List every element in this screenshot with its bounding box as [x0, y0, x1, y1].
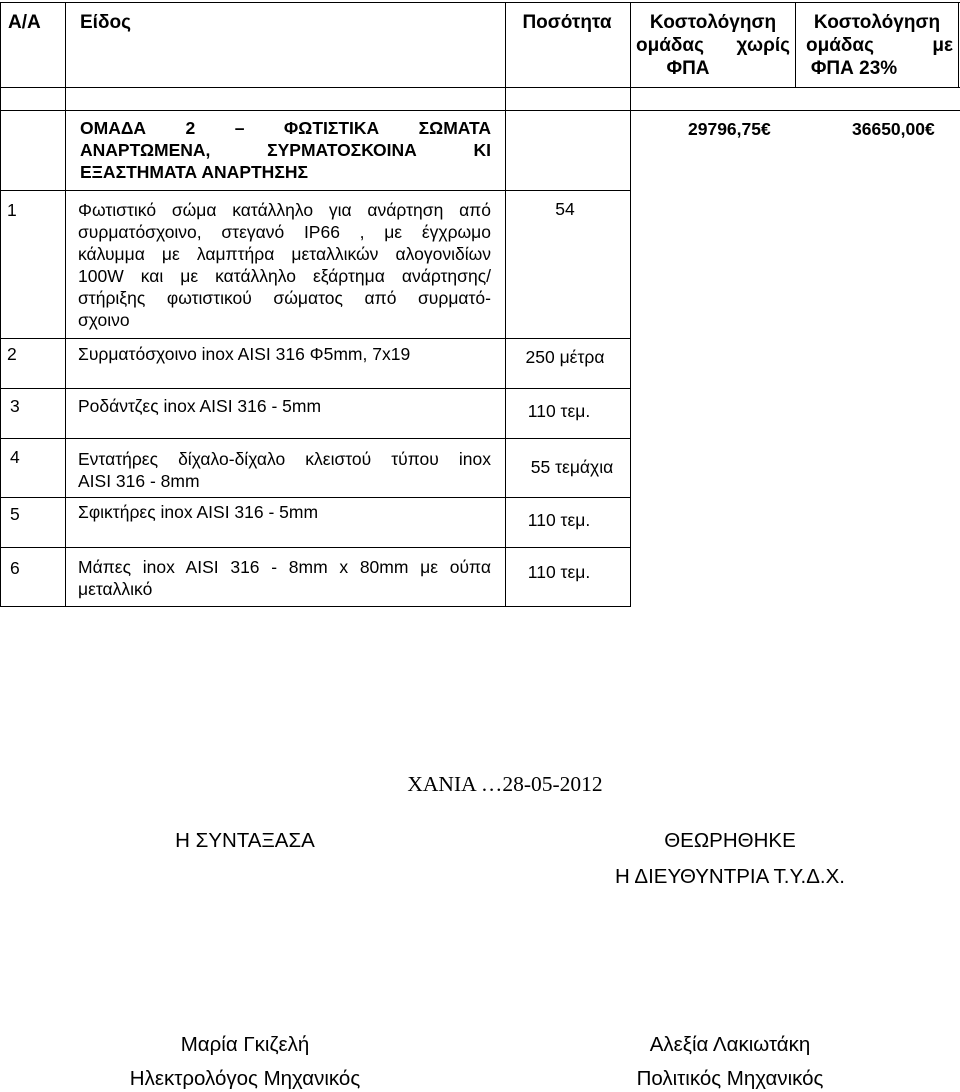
left-signatory-title: Ηλεκτρολόγος Μηχανικός [129, 1067, 361, 1090]
item-quantity: 250 μέτρα [525, 347, 605, 367]
item-quantity: 110 τεμ. [527, 510, 591, 530]
item-number: 5 [10, 504, 20, 524]
item-description: Σφικτήρες inox AISI 316 - 5mm [78, 502, 319, 522]
row-divider [0, 438, 630, 439]
item-number: 1 [7, 200, 17, 220]
group-total-no-vat: 29796,75€ [688, 119, 771, 139]
row-divider [0, 497, 630, 498]
item-description: κάλυμμα με λαμπτήρα μεταλλικών αλογονιδίων [78, 244, 491, 264]
col-divider [795, 2, 796, 88]
item-number: 6 [10, 558, 20, 578]
item-description: Συρματόσχοινο inox AISI 316 Φ5mm, 7x19 [78, 344, 411, 364]
item-quantity: 54 [555, 199, 575, 219]
item-number: 3 [10, 396, 20, 416]
table-border-left [0, 2, 1, 607]
row-divider [0, 110, 960, 111]
table-border-right [958, 2, 959, 88]
header-quantity: Ποσότητα [522, 12, 612, 33]
table-border-top [0, 2, 960, 3]
right-signatory-office: Η ΔΙΕΥΘΥΝΤΡΙΑ Τ.Υ.Δ.Χ. [615, 865, 845, 888]
item-quantity: 55 τεμάχια [530, 457, 614, 477]
item-quantity: 110 τεμ. [527, 562, 591, 582]
item-description: στήριξης φωτιστικού σώματος από συρματό- [78, 288, 491, 308]
col-divider [630, 2, 631, 607]
item-description: Μάπες inox AISI 316 - 8mm x 80mm με ούπα [78, 557, 491, 577]
right-signatory-title: Πολιτικός Μηχανικός [636, 1067, 824, 1090]
euro-icon: € [761, 119, 771, 139]
item-description: AISI 316 - 8mm [78, 471, 200, 491]
row-divider [0, 547, 630, 548]
item-number: 4 [10, 447, 20, 467]
place-date: ΧΑΝΙΑ …28-05-2012 [407, 772, 603, 796]
item-description: Φωτιστικό σώμα κατάλληλο για ανάρτηση από [78, 200, 491, 220]
item-quantity: 110 τεμ. [527, 401, 591, 421]
header-aa: Α/Α [8, 12, 41, 33]
item-description: σχοινο [78, 310, 130, 330]
item-description: Εντατήρες δίχαλο-δίχαλο κλειστού τύπου inox [78, 449, 491, 469]
item-description: 100W και με κατάλληλο εξάρτημα ανάρτησης/ [78, 266, 491, 286]
table-border-bottom [0, 606, 630, 607]
header-divider [0, 87, 960, 88]
row-divider [0, 338, 630, 339]
header-item: Είδος [80, 12, 131, 33]
left-signatory-role: Η ΣΥΝΤΑΞΑΣΑ [175, 829, 315, 852]
right-signatory-role: ΘΕΩΡΗΘΗΚΕ [664, 829, 796, 852]
item-description: μεταλλικό [78, 579, 153, 599]
item-description: συρματόσχοινο, στεγανό IP66 , με έγχρωμο [78, 222, 491, 242]
item-description: Ροδάντζες inox AISI 316 - 5mm [78, 396, 322, 416]
row-divider [0, 190, 630, 191]
euro-icon: € [925, 119, 935, 139]
col-divider [65, 2, 66, 607]
left-signatory-name: Μαρία Γκιζελή [180, 1033, 310, 1056]
group-total-vat: 36650,00€ [852, 119, 935, 139]
row-divider [0, 388, 630, 389]
right-signatory-name: Αλεξία Λακιωτάκη [649, 1033, 811, 1056]
item-number: 2 [7, 344, 17, 364]
